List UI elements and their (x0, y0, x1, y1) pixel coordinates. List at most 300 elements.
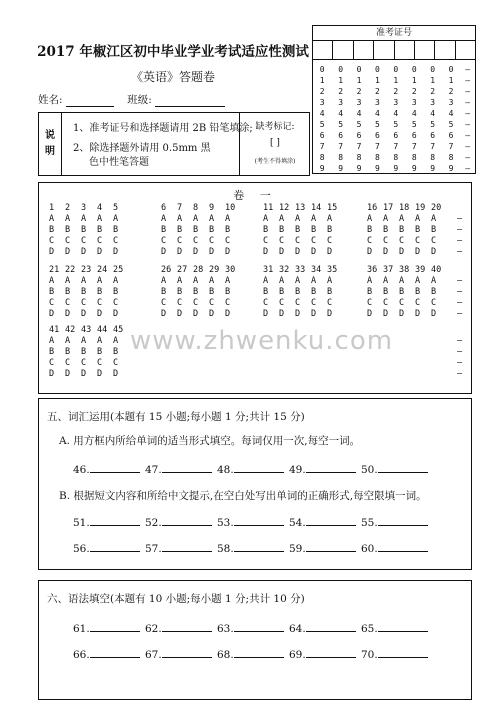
option-bubble[interactable]: C (263, 298, 269, 308)
option-bubble[interactable]: D (193, 247, 199, 257)
option-bubble[interactable]: C (65, 358, 71, 368)
option-bubble[interactable]: B (263, 287, 269, 297)
exam-digit-bubble[interactable]: 3 (393, 98, 399, 107)
option-bubble[interactable]: B (49, 347, 55, 357)
exam-digit-bubble[interactable]: 6 (448, 131, 454, 140)
option-bubble[interactable]: B (383, 225, 389, 235)
option-bubble[interactable]: A (49, 214, 55, 224)
option-bubble[interactable]: C (431, 236, 437, 246)
option-bubble[interactable]: D (209, 247, 215, 257)
option-bubble[interactable]: A (97, 336, 103, 346)
exam-digit-bubble[interactable]: 5 (338, 120, 344, 129)
option-bubble[interactable]: B (193, 225, 199, 235)
exam-digit-bubble[interactable]: 4 (393, 109, 399, 118)
exam-digit-bubble[interactable]: 4 (319, 109, 325, 118)
option-bubble[interactable]: C (311, 298, 317, 308)
answer-blank[interactable]: 60. (361, 541, 433, 555)
option-bubble[interactable]: B (225, 225, 231, 235)
option-bubble[interactable]: B (431, 225, 437, 235)
option-bubble[interactable]: C (295, 236, 301, 246)
option-bubble[interactable]: B (431, 287, 437, 297)
answer-blank[interactable]: 58. (217, 541, 289, 555)
option-bubble[interactable]: D (81, 309, 87, 319)
answer-blank[interactable]: 61. (73, 621, 145, 635)
exam-digit-column (423, 60, 441, 174)
exam-digit-bubble[interactable]: 7 (375, 142, 380, 151)
option-bubble[interactable]: D (295, 247, 301, 257)
option-bubble[interactable]: B (65, 347, 71, 357)
exam-digit-bubble[interactable]: 9 (393, 164, 399, 173)
option-bubble[interactable]: D (311, 309, 317, 319)
option-bubble[interactable]: D (49, 247, 55, 257)
exam-digit-bubble[interactable]: 6 (375, 131, 380, 140)
exam-digit-bubble[interactable]: 9 (375, 164, 380, 173)
answer-blank[interactable]: 57. (145, 541, 217, 555)
exam-digit-bubble[interactable]: 7 (319, 142, 325, 151)
option-bubble[interactable]: B (193, 287, 199, 297)
option-bubble[interactable]: A (81, 336, 87, 346)
option-bubble[interactable]: A (383, 276, 389, 286)
answer-blank[interactable]: 59. (289, 541, 361, 555)
exam-digit-bubble[interactable]: 6 (338, 131, 344, 140)
option-bubble[interactable]: C (311, 236, 317, 246)
option-bubble[interactable]: D (295, 309, 301, 319)
option-bubble[interactable]: B (263, 225, 269, 235)
question-number: 16 (367, 203, 378, 213)
exam-digit-bubble[interactable]: 7 (448, 142, 454, 151)
section-6-heading: 六、语法填空(本题有 10 小题;每小题 1 分;共计 10 分) (47, 593, 305, 605)
option-bubble[interactable]: A (311, 214, 317, 224)
exam-digit-bubble[interactable]: 4 (338, 109, 344, 118)
answer-blank[interactable]: 48. (217, 462, 289, 476)
exam-digit-bubble[interactable]: 1 (319, 76, 325, 85)
option-bubble[interactable]: B (399, 287, 405, 297)
option-bubble[interactable]: B (209, 225, 215, 235)
option-bubble[interactable]: C (209, 298, 215, 308)
option-bubble[interactable]: C (367, 236, 373, 246)
exam-digit-bubble[interactable]: 8 (393, 153, 399, 162)
option-bubble[interactable]: A (279, 276, 285, 286)
exam-digit-bubble[interactable]: 2 (393, 87, 399, 96)
option-bubble[interactable]: A (193, 214, 199, 224)
option-bubble[interactable]: C (161, 298, 167, 308)
exam-digit-bubble[interactable]: 6 (411, 131, 417, 140)
exam-digit-bubble[interactable]: 8 (356, 153, 362, 162)
option-bubble[interactable]: C (279, 298, 285, 308)
option-bubble[interactable]: B (383, 287, 389, 297)
option-bubble[interactable]: D (311, 247, 317, 257)
option-bubble[interactable]: B (113, 287, 119, 297)
option-bubble[interactable]: D (161, 309, 167, 319)
option-bubble[interactable]: A (311, 276, 317, 286)
option-bubble[interactable]: D (209, 309, 215, 319)
option-bubble[interactable]: A (65, 276, 71, 286)
exam-digit-bubble[interactable]: 3 (338, 98, 344, 107)
option-bubble[interactable]: D (327, 247, 333, 257)
option-bubble[interactable]: D (177, 247, 183, 257)
option-bubble[interactable]: A (97, 214, 103, 224)
option-bubble[interactable]: C (113, 236, 119, 246)
option-bubble[interactable]: A (225, 214, 231, 224)
exam-digit-bubble[interactable]: 7 (356, 142, 362, 151)
option-bubble[interactable]: C (415, 236, 421, 246)
option-bubble[interactable]: D (225, 247, 231, 257)
option-bubble[interactable]: A (295, 276, 301, 286)
exam-digit-bubble[interactable]: 8 (319, 153, 325, 162)
option-bubble[interactable]: D (161, 247, 167, 257)
answer-blank[interactable]: 69. (289, 647, 361, 661)
option-bubble[interactable]: B (161, 225, 167, 235)
option-bubble[interactable]: B (327, 287, 333, 297)
answer-blank[interactable]: 68. (217, 647, 289, 661)
option-bubble[interactable]: A (65, 336, 71, 346)
exam-digit-bubble[interactable]: 2 (356, 87, 362, 96)
option-bubble[interactable]: A (177, 276, 183, 286)
option-bubble[interactable]: D (279, 309, 285, 319)
option-bubble[interactable]: B (97, 347, 103, 357)
option-bubble[interactable]: C (383, 298, 389, 308)
exam-digit-bubble[interactable]: 5 (393, 120, 399, 129)
option-bubble[interactable]: D (367, 309, 373, 319)
exam-digit-bubble[interactable]: 1 (411, 76, 417, 85)
option-bubble[interactable]: D (383, 247, 389, 257)
option-bubble[interactable]: D (97, 309, 103, 319)
option-bubble[interactable]: C (97, 358, 103, 368)
option-bubble[interactable]: D (113, 247, 119, 257)
option-bubble[interactable]: B (97, 287, 103, 297)
exam-digit-bubble[interactable]: 6 (356, 131, 362, 140)
exam-digit-bubble[interactable]: 4 (411, 109, 417, 118)
name-class-row (38, 92, 225, 107)
option-bubble[interactable]: A (49, 336, 55, 346)
exam-digit-bubble[interactable]: 1 (375, 76, 380, 85)
option-bubble[interactable]: A (279, 214, 285, 224)
page-title: 2017 年椒江区初中毕业学业考试适应性测试 (37, 44, 309, 60)
option-bubble[interactable]: C (177, 236, 183, 246)
exam-digit-bubble[interactable]: 8 (448, 153, 454, 162)
answer-row-51-55 (73, 515, 433, 529)
option-bubble[interactable]: B (113, 347, 119, 357)
option-bubble[interactable]: D (81, 247, 87, 257)
option-bubble[interactable]: B (327, 225, 333, 235)
option-bubble[interactable]: B (81, 287, 87, 297)
answer-blank[interactable]: 65. (361, 621, 433, 635)
answer-blank[interactable]: 54. (289, 515, 361, 529)
exam-digit-bubble[interactable]: 2 (448, 87, 454, 96)
option-bubble[interactable]: C (383, 236, 389, 246)
option-bubble[interactable]: A (81, 214, 87, 224)
exam-digit-bubble[interactable]: 0 (375, 65, 380, 74)
absent-mark-box[interactable]: [ ] (270, 138, 280, 148)
timing-marks: – – – – – – – – – – (465, 65, 471, 173)
answer-blank[interactable]: 52. (145, 515, 217, 529)
option-bubble[interactable]: C (225, 298, 231, 308)
option-bubble[interactable]: B (367, 225, 373, 235)
option-bubble[interactable]: B (209, 287, 215, 297)
option-bubble[interactable]: C (81, 358, 87, 368)
exam-digit-column (442, 60, 460, 174)
exam-digit-bubble[interactable]: 9 (411, 164, 417, 173)
answer-blank[interactable]: 50. (361, 462, 433, 476)
option-bubble[interactable]: C (415, 298, 421, 308)
exam-digit-bubble[interactable]: 8 (430, 153, 436, 162)
answer-blank[interactable]: 67. (145, 647, 217, 661)
option-bubble[interactable]: C (399, 298, 405, 308)
option-bubble[interactable]: D (65, 247, 71, 257)
option-bubble[interactable]: B (279, 287, 285, 297)
option-bubble[interactable]: D (193, 309, 199, 319)
exam-digit-bubble[interactable]: 2 (338, 87, 344, 96)
option-bubble[interactable]: B (81, 347, 87, 357)
exam-digit-bubble[interactable]: 2 (319, 87, 325, 96)
option-bubble[interactable]: C (113, 298, 119, 308)
option-bubble[interactable]: C (327, 298, 333, 308)
option-bubble[interactable]: B (113, 225, 119, 235)
exam-digit-bubble[interactable]: 0 (448, 65, 454, 74)
exam-digit-bubble[interactable]: 8 (375, 153, 380, 162)
exam-digit-bubble[interactable]: 3 (375, 98, 380, 107)
exam-digit-bubble[interactable]: 6 (319, 131, 325, 140)
option-bubble[interactable]: A (65, 214, 71, 224)
exam-digit-bubble[interactable]: 7 (411, 142, 417, 151)
option-bubble[interactable]: D (97, 247, 103, 257)
question-group (263, 265, 343, 320)
option-bubble[interactable]: A (399, 276, 405, 286)
exam-digit-bubble[interactable]: 7 (430, 142, 436, 151)
option-bubble[interactable]: A (113, 276, 119, 286)
option-bubble[interactable]: D (177, 309, 183, 319)
exam-digit-bubble[interactable]: 9 (319, 164, 325, 173)
option-bubble[interactable]: B (399, 225, 405, 235)
exam-digit-bubble[interactable]: 8 (411, 153, 417, 162)
option-bubble[interactable]: B (279, 225, 285, 235)
option-bubble[interactable]: D (415, 309, 421, 319)
option-bubble[interactable]: C (49, 358, 55, 368)
name-field[interactable] (66, 94, 114, 107)
option-bubble[interactable]: A (161, 276, 167, 286)
option-bubble[interactable]: B (177, 225, 183, 235)
option-bubble[interactable]: C (225, 236, 231, 246)
option-bubble[interactable]: B (367, 287, 373, 297)
option-bubble[interactable]: C (81, 298, 87, 308)
option-bubble[interactable]: A (431, 214, 437, 224)
option-bubble[interactable]: D (81, 369, 87, 379)
option-bubble[interactable]: D (113, 369, 119, 379)
option-bubble[interactable]: A (327, 214, 333, 224)
option-bubble[interactable]: A (161, 214, 167, 224)
exam-digit-bubble[interactable]: 3 (319, 98, 325, 107)
option-bubble[interactable]: A (415, 214, 421, 224)
option-bubble[interactable]: A (399, 214, 405, 224)
option-bubble[interactable]: A (177, 214, 183, 224)
exam-digit-bubble[interactable]: 5 (411, 120, 417, 129)
option-bubble[interactable]: C (161, 236, 167, 246)
option-bubble[interactable]: A (81, 276, 87, 286)
option-bubble[interactable]: B (295, 225, 301, 235)
answer-blank[interactable]: 49. (289, 462, 361, 476)
exam-digit-bubble[interactable]: 4 (356, 109, 362, 118)
option-bubble[interactable]: A (113, 214, 119, 224)
option-bubble[interactable]: A (193, 276, 199, 286)
question-group (367, 203, 447, 258)
answer-blank[interactable]: 62. (145, 621, 217, 635)
exam-digit-bubble[interactable]: 0 (393, 65, 399, 74)
option-bubble[interactable]: C (295, 298, 301, 308)
exam-digit-bubble[interactable]: 1 (448, 76, 454, 85)
exam-number-write-row[interactable] (313, 41, 475, 60)
exam-digit-bubble[interactable]: 4 (430, 109, 436, 118)
option-bubble[interactable]: D (263, 247, 269, 257)
exam-digit-bubble[interactable]: 8 (338, 153, 344, 162)
option-bubble[interactable]: D (113, 309, 119, 319)
exam-digit-bubble[interactable]: 7 (393, 142, 399, 151)
option-bubble[interactable]: D (383, 309, 389, 319)
option-bubble[interactable]: A (97, 276, 103, 286)
option-bubble[interactable]: A (209, 276, 215, 286)
option-bubble[interactable]: A (49, 276, 55, 286)
exam-digit-bubble[interactable]: 1 (430, 76, 436, 85)
exam-digit-bubble[interactable]: 5 (448, 120, 454, 129)
answer-blank[interactable]: 46. (73, 462, 145, 476)
option-bubble[interactable]: A (295, 214, 301, 224)
option-bubble[interactable]: B (311, 287, 317, 297)
exam-digit-bubble[interactable]: 2 (411, 87, 417, 96)
exam-digit-bubble[interactable]: 0 (430, 65, 436, 74)
option-bubble[interactable]: D (431, 309, 437, 319)
answer-blank[interactable]: 66. (73, 647, 145, 661)
exam-digit-bubble[interactable]: 1 (338, 76, 344, 85)
exam-digit-bubble[interactable]: 4 (448, 109, 454, 118)
option-bubble[interactable]: B (415, 287, 421, 297)
exam-digit-bubble[interactable]: 0 (411, 65, 417, 74)
option-bubble[interactable]: A (209, 214, 215, 224)
exam-digit-bubble[interactable]: 1 (356, 76, 362, 85)
option-bubble[interactable]: C (65, 236, 71, 246)
exam-digit-bubble[interactable]: 3 (430, 98, 436, 107)
option-bubble[interactable]: D (65, 369, 71, 379)
option-bubble[interactable]: A (327, 276, 333, 286)
exam-digit-bubble[interactable]: 2 (430, 87, 436, 96)
option-bubble[interactable]: C (97, 236, 103, 246)
option-bubble[interactable]: D (263, 309, 269, 319)
option-bubble[interactable]: C (263, 236, 269, 246)
option-bubble[interactable]: A (263, 276, 269, 286)
option-bubble[interactable]: D (367, 247, 373, 257)
option-bubble[interactable]: C (97, 298, 103, 308)
answer-blank[interactable]: 64. (289, 621, 361, 635)
option-bubble[interactable]: C (49, 236, 55, 246)
exam-digit-bubble[interactable]: 5 (319, 120, 325, 129)
option-bubble[interactable]: B (415, 225, 421, 235)
option-bubble[interactable]: C (327, 236, 333, 246)
answer-blank[interactable]: 55. (361, 515, 433, 529)
option-bubble[interactable]: C (367, 298, 373, 308)
option-bubble[interactable]: D (65, 309, 71, 319)
option-bubble[interactable]: B (161, 287, 167, 297)
exam-digit-bubble[interactable]: 1 (393, 76, 399, 85)
option-bubble[interactable]: C (193, 298, 199, 308)
option-bubble[interactable]: C (399, 236, 405, 246)
exam-digit-bubble[interactable]: 0 (356, 65, 362, 74)
option-bubble[interactable]: B (295, 287, 301, 297)
exam-digit-bubble[interactable]: 3 (448, 98, 454, 107)
option-bubble[interactable]: C (113, 358, 119, 368)
option-bubble[interactable]: D (399, 309, 405, 319)
answer-blank[interactable]: 53. (217, 515, 289, 529)
option-bubble[interactable]: B (97, 225, 103, 235)
option-bubble[interactable]: C (177, 298, 183, 308)
option-bubble[interactable]: A (263, 214, 269, 224)
option-bubble[interactable]: C (193, 236, 199, 246)
option-bubble[interactable]: C (279, 236, 285, 246)
exam-digit-bubble[interactable]: 2 (375, 87, 380, 96)
option-bubble[interactable]: D (399, 247, 405, 257)
option-bubble[interactable]: B (49, 225, 55, 235)
exam-digit-bubble[interactable]: 5 (430, 120, 436, 129)
exam-digit-bubble[interactable]: 5 (356, 120, 362, 129)
option-bubble[interactable]: A (367, 276, 373, 286)
option-bubble[interactable]: B (65, 225, 71, 235)
option-bubble[interactable]: D (279, 247, 285, 257)
exam-digit-bubble[interactable]: 5 (375, 120, 380, 129)
exam-digit-bubble[interactable]: 6 (393, 131, 399, 140)
exam-digit-bubble[interactable]: 0 (338, 65, 344, 74)
option-bubble[interactable]: A (431, 276, 437, 286)
exam-digit-bubble[interactable]: 9 (430, 164, 436, 173)
answer-blank[interactable]: 56. (73, 541, 145, 555)
answer-blank[interactable]: 51. (73, 515, 145, 529)
exam-digit-bubble[interactable]: 6 (430, 131, 436, 140)
exam-digit-bubble[interactable]: 9 (448, 164, 454, 173)
question-number: 21 (49, 265, 60, 275)
exam-digit-bubble[interactable]: 0 (319, 65, 325, 74)
option-bubble[interactable]: A (225, 276, 231, 286)
exam-digit-bubble[interactable]: 3 (411, 98, 417, 107)
answer-blank[interactable]: 63. (217, 621, 289, 635)
exam-digit-bubble[interactable]: 9 (356, 164, 362, 173)
exam-digit-bubble[interactable]: 3 (356, 98, 362, 107)
option-bubble[interactable]: B (311, 225, 317, 235)
option-bubble[interactable]: D (415, 247, 421, 257)
option-bubble[interactable]: D (97, 369, 103, 379)
option-bubble[interactable]: A (415, 276, 421, 286)
class-field[interactable] (155, 94, 225, 107)
option-bubble[interactable]: B (177, 287, 183, 297)
option-bubble[interactable]: C (65, 298, 71, 308)
option-bubble[interactable]: D (431, 247, 437, 257)
exam-digit-bubble[interactable]: 4 (375, 109, 380, 118)
option-bubble[interactable]: D (327, 309, 333, 319)
option-bubble[interactable]: A (367, 214, 373, 224)
exam-digit-bubble[interactable]: 7 (338, 142, 344, 151)
option-bubble[interactable]: B (65, 287, 71, 297)
option-bubble[interactable]: A (113, 336, 119, 346)
option-bubble[interactable]: D (49, 309, 55, 319)
option-bubble[interactable]: D (49, 369, 55, 379)
option-bubble[interactable]: B (81, 225, 87, 235)
option-bubble[interactable]: C (81, 236, 87, 246)
option-bubble[interactable]: D (225, 309, 231, 319)
option-bubble[interactable]: B (49, 287, 55, 297)
exam-digit-bubble[interactable]: 9 (338, 164, 344, 173)
option-bubble[interactable]: B (225, 287, 231, 297)
answer-blank[interactable]: 70. (361, 647, 433, 661)
option-bubble[interactable]: C (431, 298, 437, 308)
option-bubble[interactable]: C (49, 298, 55, 308)
answer-blank[interactable]: 47. (145, 462, 217, 476)
option-bubble[interactable]: A (383, 214, 389, 224)
option-bubble[interactable]: C (209, 236, 215, 246)
